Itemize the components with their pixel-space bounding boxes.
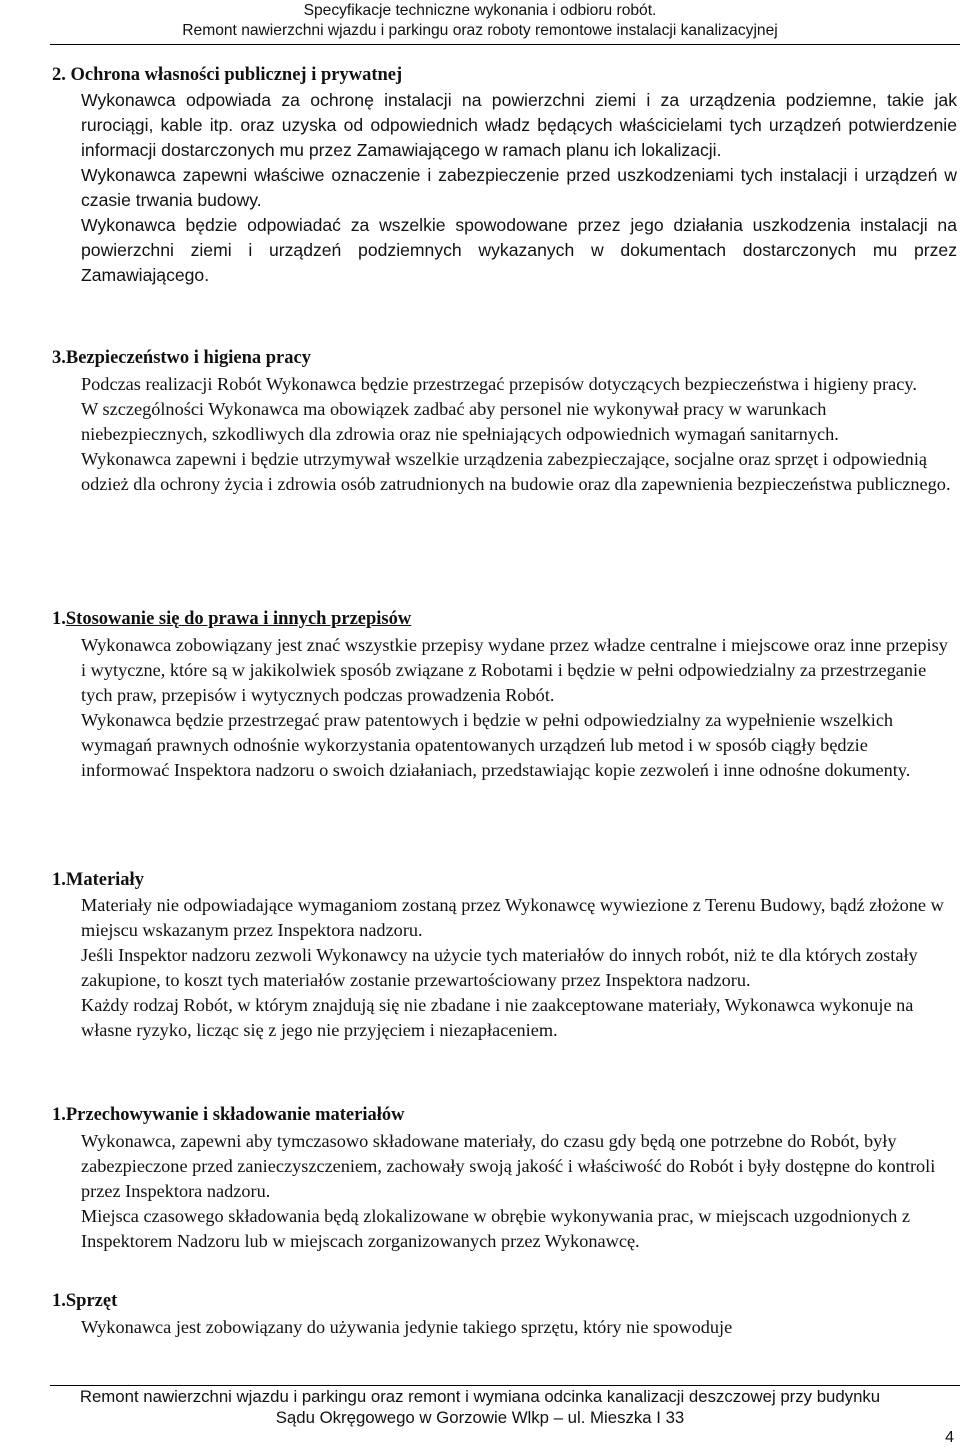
footer-rule (50, 1385, 960, 1386)
section-body (81, 893, 957, 1043)
paragraph: Wykonawca będzie odpowiadać za wszelkie spowodowane przez jego działania uszkodzenia instalacji na powierzchni ziemi i urządzeń podziemnych wykazanych w dokumentach dostarczonych mu przez Zamawiającego. (81, 215, 957, 285)
section-title: Sprzęt (65, 1291, 118, 1311)
section-number: 1. (52, 609, 66, 629)
paragraph: Podczas realizacji Robót Wykonawca będzie przestrzegać przepisów dotyczących bezpieczeństwa i higieny pracy. (81, 374, 917, 394)
section-number: 3. (52, 348, 66, 368)
section-heading (52, 346, 311, 371)
section-body (81, 1315, 957, 1340)
footer-line-2: Sądu Okręgowego w Gorzowie Wlkp – ul. Mieszka I 33 (275, 1408, 685, 1427)
paragraph: Miejsca czasowego składowania będą zlokalizowane w obrębie wykonywania prac, w miejscach uzgodnionych z Inspektorem Nadzoru lub w miejscach zorganizowanych przez Wykonawcę. (81, 1206, 910, 1251)
section-number: 1. (52, 1105, 66, 1125)
paragraph: Wykonawca zobowiązany jest znać wszystkie przepisy wydane przez władze centralne i miejscowe oraz inne przepisy i wytyczne, które są w jakikolwiek sposób związane z Robotami i będzie w pełni odpowiedzialny za przestrzeganie tych praw, przepisów i wytycznych podczas prowadzenia Robót. (81, 635, 948, 705)
section-title: Ochrona własności publicznej i prywatnej (70, 65, 403, 85)
paragraph: Wykonawca zapewni i będzie utrzymywał wszelkie urządzenia zabezpieczające, socjalne oraz sprzęt i odpowiednią odzież dla ochrony życia i zdrowia osób zatrudnionych na budowie oraz dla zapewnienia bezpieczeństwa publicznego. (81, 449, 951, 494)
section-number: 1. (52, 1291, 66, 1311)
paragraph: Wykonawca jest zobowiązany do używania jedynie takiego sprzętu, który nie spowoduje (81, 1317, 733, 1337)
section-heading (52, 868, 144, 893)
paragraph: Wykonawca będzie przestrzegać praw patentowych i będzie w pełni odpowiedzialny za wypełnienie wszelkich wymagań prawnych odnośnie wykorzystania opatentowanych urządzeń lub metod i w sposób ciągły będzie informować Inspektora nadzoru o swoich działaniach, przedstawiając kopie zezwoleń i inne odnośne dokumenty. (81, 710, 911, 780)
section-heading (52, 63, 402, 88)
section-number: 1. (52, 870, 66, 890)
page-number: 4 (945, 1429, 954, 1446)
section-body (81, 88, 957, 288)
section-title: Przechowywanie i składowanie materiałów (65, 1105, 405, 1125)
paragraph: Materiały nie odpowiadające wymaganiom zostaną przez Wykonawcę wywiezione z Terenu Budowy, bądź złożone w miejscu wskazanym przez Inspektora nadzoru. (81, 895, 944, 940)
section-title: Stosowanie się do prawa i innych przepisów (65, 609, 412, 629)
paragraph: Każdy rodzaj Robót, w którym znajdują się nie zbadane i nie zaakceptowane materiały, Wykonawca wykonuje na własne ryzyko, licząc się z jego nie przyjęciem i niezapłaceniem. (81, 995, 914, 1040)
footer-line-1: Remont nawierzchni wjazdu i parkingu oraz remont i wymiana odcinka kanalizacji deszczowej przy budynku (79, 1387, 881, 1406)
paragraph: Jeśli Inspektor nadzoru zezwoli Wykonawcy na użycie tych materiałów do innych robót, niż te dla których zostały zakupione, to koszt tych materiałów zostanie przewartościowany przez Inspektora nadzoru. (81, 945, 918, 990)
section-heading (52, 1103, 405, 1128)
header-line-2: Remont nawierzchni wjazdu i parkingu oraz roboty remontowe instalacji kanalizacyjnej (182, 22, 778, 39)
section-body (81, 1129, 957, 1254)
paragraph: Wykonawca zapewni właściwe oznaczenie i zabezpieczenie przed uszkodzeniami tych instalacji i urządzeń w czasie trwania budowy. (81, 165, 957, 210)
section-heading (52, 607, 411, 632)
section-body (81, 633, 957, 783)
section-title: Bezpieczeństwo i higiena pracy (65, 348, 311, 368)
section-number: 2. (52, 65, 66, 85)
paragraph: Wykonawca odpowiada za ochronę instalacji na powierzchni ziemi i za urządzenia podziemne, takie jak rurociągi, kable itp. oraz uzyska od odpowiednich władz będących właścicielami tych urządzeń potwierdzenie informacji dostarczonych mu przez Zamawiającego w ramach planu ich lokalizacji. (81, 90, 957, 160)
header-rule (50, 44, 960, 45)
paragraph: W szczególności Wykonawca ma obowiązek zadbać aby personel nie wykonywał pracy w warunkach niebezpiecznych, szkodliwych dla zdrowia oraz nie spełniających odpowiednich wymagań sanitarnych. (81, 399, 839, 444)
section-body (81, 372, 957, 497)
header-line-1: Specyfikacje techniczne wykonania i odbioru robót. (303, 2, 657, 19)
section-title: Materiały (65, 870, 144, 890)
paragraph: Wykonawca, zapewni aby tymczasowo składowane materiały, do czasu gdy będą one potrzebne do Robót, były zabezpieczone przed zanieczyszczeniem, zachowały swoją jakość i właściwość do Robót i były dostępne do kontroli przez Inspektora nadzoru. (81, 1131, 936, 1201)
section-heading (52, 1289, 117, 1314)
